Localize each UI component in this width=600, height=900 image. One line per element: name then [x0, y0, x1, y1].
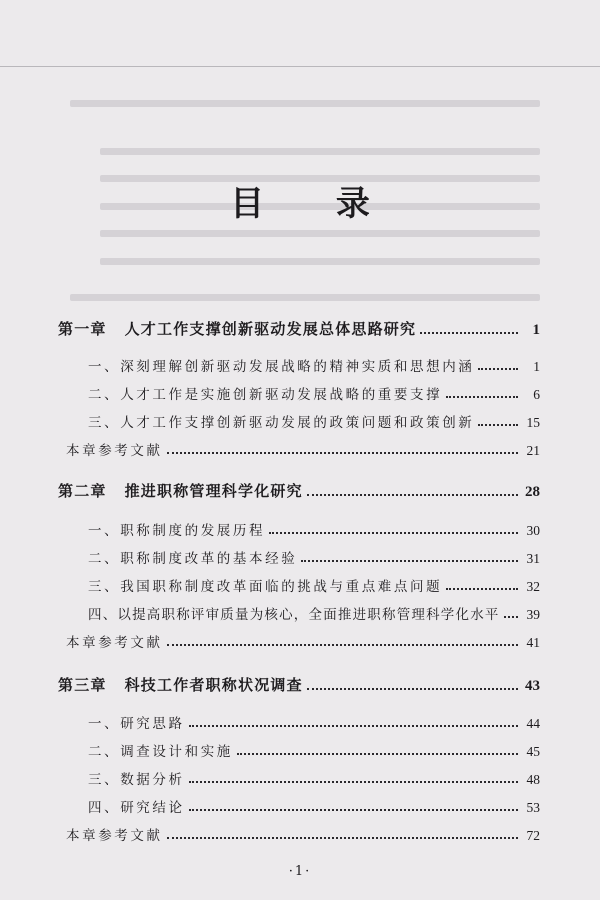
toc-section[interactable]	[88, 543, 540, 567]
page-number: 41	[526, 635, 540, 650]
leader-dots	[420, 332, 518, 334]
toc-chapter-1[interactable]	[58, 315, 540, 339]
chapter-number: 第二章	[58, 482, 107, 500]
toc-section[interactable]	[88, 407, 540, 431]
leader-dots	[478, 424, 518, 426]
toc-references[interactable]	[66, 820, 540, 844]
toc-section[interactable]	[88, 379, 540, 403]
section-title: 三、我国职称制度改革面临的挑战与重点难点问题	[88, 579, 443, 595]
section-title: 三、数据分析	[88, 772, 185, 788]
toc-section[interactable]	[88, 736, 540, 760]
bleed-through-line	[0, 294, 600, 304]
bleed-through-line	[0, 258, 600, 268]
leader-dots	[189, 781, 518, 783]
chapter-title: 推进职称管理科学化研究	[124, 482, 303, 500]
page-number: 6	[533, 387, 540, 402]
section-title: 一、研究思路	[88, 716, 185, 732]
section-title: 三、人才工作支撑创新驱动发展的政策问题和政策创新	[88, 415, 475, 431]
leader-dots	[446, 396, 518, 398]
page-number: 32	[526, 579, 540, 594]
leader-dots	[167, 837, 518, 839]
chapter-number: 第三章	[58, 676, 107, 694]
leader-dots	[189, 725, 518, 727]
page-title: 目 录	[230, 184, 400, 224]
toc-references[interactable]	[66, 627, 540, 651]
toc-section[interactable]	[88, 599, 540, 623]
page-number: 39	[526, 607, 540, 622]
references-title: 本章参考文献	[66, 635, 163, 651]
leader-dots	[307, 494, 518, 496]
section-title: 二、人才工作是实施创新驱动发展战略的重要支撑	[88, 387, 443, 403]
leader-dots	[478, 368, 518, 370]
section-title: 一、深刻理解创新驱动发展战略的精神实质和思想内涵	[88, 359, 475, 375]
chapter-title: 科技工作者职称状况调查	[124, 676, 303, 694]
page-footer-number: ·1·	[288, 864, 312, 879]
bleed-through-line	[0, 148, 600, 158]
section-title: 四、研究结论	[88, 800, 185, 816]
leader-dots	[269, 532, 518, 534]
toc-section[interactable]	[88, 515, 540, 539]
toc-chapter-2[interactable]	[58, 477, 540, 501]
header-bleed-through	[568, 44, 573, 57]
leader-dots	[307, 688, 518, 690]
header-rule	[0, 66, 600, 67]
toc-section[interactable]	[88, 792, 540, 816]
references-title: 本章参考文献	[66, 828, 163, 844]
chapter-title: 人才工作支撑创新驱动发展总体思路研究	[124, 320, 417, 338]
page-number: 48	[526, 772, 540, 787]
toc-section[interactable]	[88, 708, 540, 732]
page-number: 28	[525, 484, 540, 500]
leader-dots	[189, 809, 518, 811]
toc-section[interactable]	[88, 571, 540, 595]
page-number: 53	[526, 800, 540, 815]
section-title: 四、以提高职称评审质量为核心，全面推进职称管理科学化水平	[88, 607, 500, 623]
chapter-number: 第一章	[58, 320, 107, 338]
leader-dots	[167, 452, 518, 454]
toc-section[interactable]	[88, 351, 540, 375]
page-number: 43	[525, 678, 540, 694]
toc-references[interactable]	[66, 435, 540, 459]
leader-dots	[301, 560, 518, 562]
leader-dots	[504, 616, 518, 618]
page-number: 1	[533, 359, 540, 374]
page-number: 44	[526, 716, 540, 731]
bleed-through-line	[0, 100, 600, 110]
section-title: 二、职称制度改革的基本经验	[88, 551, 298, 567]
page-number: 31	[526, 551, 540, 566]
page-number: 21	[526, 443, 540, 458]
toc-chapter-3[interactable]	[58, 671, 540, 695]
toc-section[interactable]	[88, 764, 540, 788]
page-number: 72	[526, 828, 540, 843]
section-title: 一、职称制度的发展历程	[88, 523, 266, 539]
section-title: 二、调查设计和实施	[88, 744, 233, 760]
page-number: 1	[532, 322, 540, 338]
page-number: 15	[526, 415, 540, 430]
bleed-through-line	[0, 230, 600, 240]
page-number: 30	[526, 523, 540, 538]
leader-dots	[167, 644, 518, 646]
leader-dots	[237, 753, 518, 755]
references-title: 本章参考文献	[66, 443, 163, 459]
page-number: 45	[526, 744, 540, 759]
leader-dots	[446, 588, 518, 590]
